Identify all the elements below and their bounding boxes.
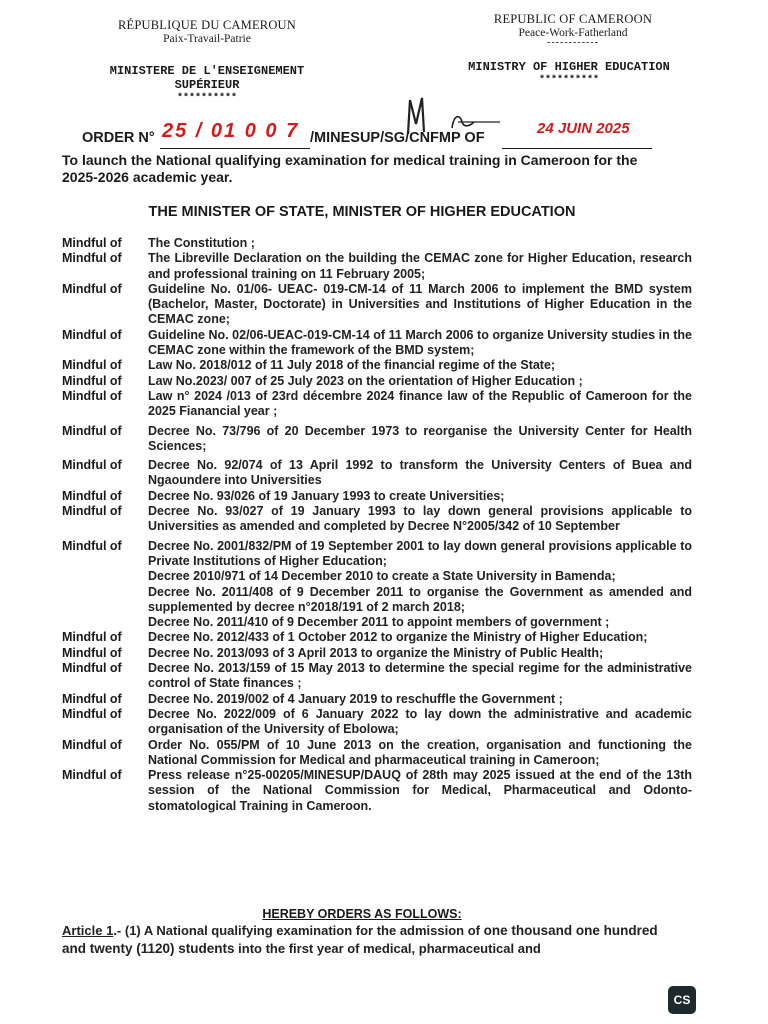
ministry-fr-dots: ********** [176, 93, 237, 104]
header-en-dots: ------------ [547, 37, 599, 48]
consideration-label: Mindful of [62, 327, 122, 342]
consideration-label: Mindful of [62, 423, 122, 438]
consideration-label: Mindful of [62, 706, 122, 721]
consideration-text: Decree No. 2011/408 of 9 December 2011 to organise the Government as amended and supplemented by decree n°2018/191 of 2 march 2018; [148, 584, 692, 614]
ministry-fr-line1: MINISTERE DE L'ENSEIGNEMENT [109, 64, 305, 78]
consideration-text: Guideline No. 01/06- UEAC- 019-CM-14 of 11 March 2006 to implement the BMD system (Bachelor, Master, Doctorate) in Universities and Institutions of Higher Education in the CEMAC zone; [148, 281, 692, 327]
consideration-text: Decree No. 2012/433 of 1 October 2012 to organize the Ministry of Higher Education; [148, 630, 648, 645]
consideration-row [62, 489, 692, 504]
consideration-row [62, 504, 692, 535]
consideration-row [62, 458, 692, 489]
consideration-label: Mindful of [62, 504, 122, 519]
order-purpose: To launch the National qualifying examination for medical training in Cameroon for the 2025-2026 academic year. [62, 152, 638, 185]
consideration-label: Mindful of [62, 691, 122, 706]
consideration-row [62, 374, 692, 389]
consideration-row [62, 585, 692, 616]
consideration-text: Guideline No. 02/06-UEAC-019-CM-14 of 11 March 2006 to organize University studies in the CEMAC zone within the framework of the BMD system; [148, 327, 692, 358]
consideration-row [62, 569, 692, 584]
order-reference: /MINESUP/SG/CNFMP OF [310, 130, 485, 146]
consideration-row [62, 358, 692, 373]
consideration-row [62, 661, 692, 692]
header-fr-country: RÉPUBLIQUE DU CAMEROUN [117, 18, 296, 32]
consideration-label: Mindful of [62, 737, 122, 752]
considerations-list [62, 236, 692, 814]
article-1-text-a: .- (1) A National qualifying examination for the admission of [113, 923, 484, 938]
consideration-label: Mindful of [62, 768, 122, 783]
article-1 [62, 922, 672, 958]
consideration-text: Decree No. 2013/093 of 3 April 2013 to organize the Ministry of Public Health; [148, 645, 604, 660]
consideration-label: Mindful of [62, 661, 122, 676]
consideration-text: Law No. 2018/012 of 11 July 2018 of the financial regime of the State; [148, 358, 556, 373]
consideration-row [62, 615, 692, 630]
consideration-row [62, 707, 692, 738]
consideration-text: Decree No. 73/796 of 20 December 1973 to reorganise the University Center for Health Sciences; [148, 423, 692, 453]
consideration-label [62, 615, 148, 630]
consideration-label: Mindful of [62, 251, 122, 266]
ministry-fr-line2: SUPÉRIEUR [174, 78, 240, 92]
consideration-row [62, 539, 692, 570]
ministry-en-line1: MINISTRY OF HIGHER EDUCATION [468, 60, 670, 74]
order-label: ORDER N° [82, 130, 155, 146]
order-number: 25 / 01 0 0 7 [162, 120, 300, 142]
consideration-text: Decree No. 2019/002 of 4 January 2019 to reschuffle the Government ; [148, 691, 563, 706]
consideration-row [62, 738, 692, 769]
consideration-label: Mindful of [62, 458, 122, 473]
minister-title: THE MINISTER OF STATE, MINISTER OF HIGHER EDUCATION [148, 204, 576, 220]
consideration-text: Decree No. 93/026 of 19 January 1993 to create Universities; [148, 488, 505, 503]
consideration-text: Law n° 2024 /013 of 23rd décembre 2024 finance law of the Republic of Cameroon for the 2025 Fianancial year ; [148, 388, 692, 419]
consideration-label: Mindful of [62, 281, 122, 296]
consideration-row [62, 251, 692, 282]
consideration-row [62, 630, 692, 645]
article-1-text-b: into the first year of medical, pharmaceutical and [234, 941, 541, 956]
header-en-country: REPUBLIC OF CAMEROON [493, 12, 653, 26]
consideration-label: Mindful of [62, 645, 122, 660]
order-number-underline [160, 148, 310, 149]
ministry-en-dots: ********** [538, 75, 599, 86]
consideration-text: Decree No. 92/074 of 13 April 1992 to transform the University Centers of Buea and Ngaoundere into Universities [148, 458, 692, 488]
order-date-underline [502, 148, 652, 149]
consideration-text: Decree No. 2013/159 of 15 May 2013 to determine the special regime for the administrative control of State finances ; [148, 661, 692, 691]
header-fr-motto: Paix-Travail-Patrie [163, 33, 251, 45]
consideration-label: Mindful of [62, 358, 122, 373]
consideration-text: Decree 2010/971 of 14 December 2010 to create a State University in Bamenda; [148, 569, 616, 584]
consideration-text: Decree No. 2011/410 of 9 December 2011 to appoint members of government ; [148, 615, 610, 630]
consideration-text: Decree No. 2022/009 of 6 January 2022 to lay down the administrative and academic organisation of the University of Ebolowa; [148, 706, 692, 737]
consideration-label: Mindful of [62, 630, 122, 645]
order-line [82, 120, 682, 150]
consideration-label [62, 585, 148, 616]
consideration-label: Mindful of [62, 488, 122, 503]
consideration-text: The Constitution ; [148, 236, 255, 250]
consideration-text: Press release n°25-00205/MINESUP/DAUQ of 28th may 2025 issued at the end of the 13th session of the National Commission for Medical, Pharmaceutical and Odonto-stomatological Training in Cameroon. [148, 768, 692, 813]
consideration-row [62, 282, 692, 328]
consideration-text: The Libreville Declaration on the building the CEMAC zone for Higher Education, research and professional training on 11 February 2005; [148, 251, 692, 281]
consideration-row [62, 692, 692, 707]
consideration-row [62, 424, 692, 455]
ministry-fr [82, 64, 332, 106]
header-en-motto: Peace-Work-Fatherland [518, 27, 628, 39]
consideration-row [62, 646, 692, 661]
article-1-label: Article 1 [62, 923, 114, 938]
header-en [478, 12, 668, 47]
ministry-en [444, 60, 694, 88]
consideration-label [62, 569, 148, 584]
consideration-row [62, 328, 692, 359]
article-1-bold: one thousand one hundred and twenty (1120) students [62, 923, 658, 956]
header-fr [112, 18, 302, 45]
consideration-row [62, 768, 692, 814]
consideration-text: Decree No. 2001/832/PM of 19 September 2001 to lay down general provisions applicable to Private Institutions of Higher Education; [148, 538, 692, 568]
consideration-text: Decree No. 93/027 of 19 January 1993 to lay down general provisions applicable to Universities as amended and completed by Decree N°2005/342 of 10 September [148, 504, 692, 534]
consideration-row [62, 389, 692, 420]
hereby-heading: HEREBY ORDERS AS FOLLOWS: [262, 907, 462, 921]
consideration-label: Mindful of [62, 373, 122, 388]
consideration-label: Mindful of [62, 388, 122, 403]
consideration-label: Mindful of [62, 538, 122, 553]
camscanner-logo: CS [668, 986, 696, 1014]
consideration-text: Order No. 055/PM of 10 June 2013 on the creation, organisation and functioning the National Commission for Medical and pharmaceutical training in Cameroon; [148, 737, 692, 767]
order-date: 24 JUIN 2025 [537, 120, 630, 137]
consideration-text: Law No.2023/ 007 of 25 July 2023 on the orientation of Higher Education ; [148, 373, 583, 388]
consideration-label: Mindful of [62, 236, 122, 250]
consideration-row [62, 236, 692, 251]
